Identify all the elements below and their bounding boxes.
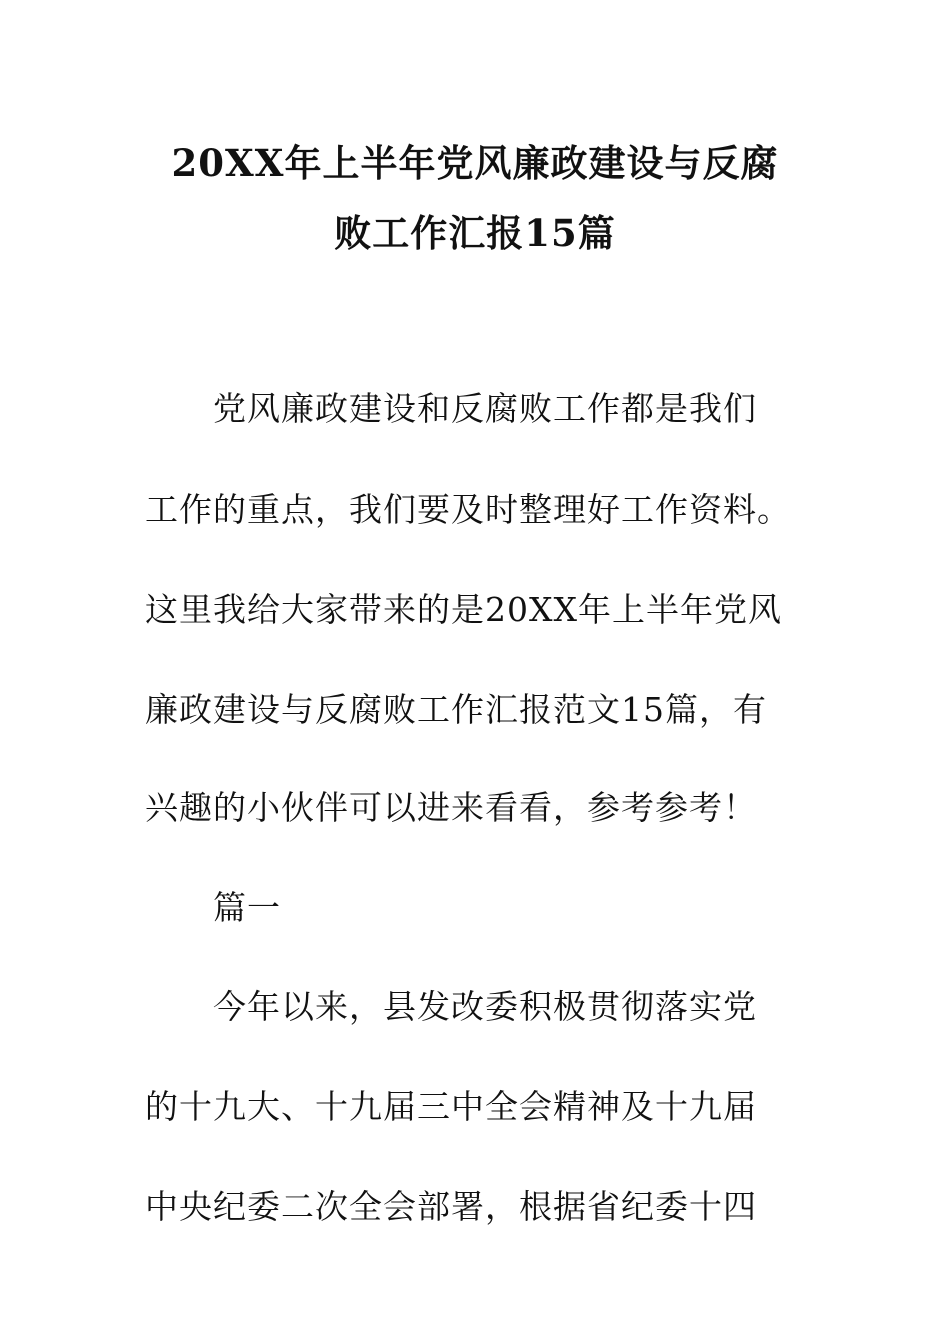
paragraph-line: 兴趣的小伙伴可以进来看看，参考参考！ <box>145 788 757 827</box>
paragraph-line: 廉政建设与反腐败工作汇报范文15篇，有 <box>145 690 767 729</box>
section-heading: 篇一 <box>213 888 281 927</box>
paragraph-line: 党风廉政建设和反腐败工作都是我们 <box>213 389 757 428</box>
document-title-line-1: 20XX年上半年党风廉政建设与反腐 <box>171 141 779 185</box>
paragraph-line: 中央纪委二次全会部署，根据省纪委十四 <box>145 1187 757 1226</box>
paragraph-line: 工作的重点，我们要及时整理好工作资料。 <box>145 490 791 529</box>
document-title-line-2: 败工作汇报15篇 <box>334 211 616 255</box>
paragraph-line: 的十九大、十九届三中全会精神及十九届 <box>145 1087 757 1126</box>
paragraph-line: 这里我给大家带来的是20XX年上半年党风 <box>145 590 782 629</box>
paragraph-line: 今年以来，县发改委积极贯彻落实党 <box>213 987 757 1026</box>
